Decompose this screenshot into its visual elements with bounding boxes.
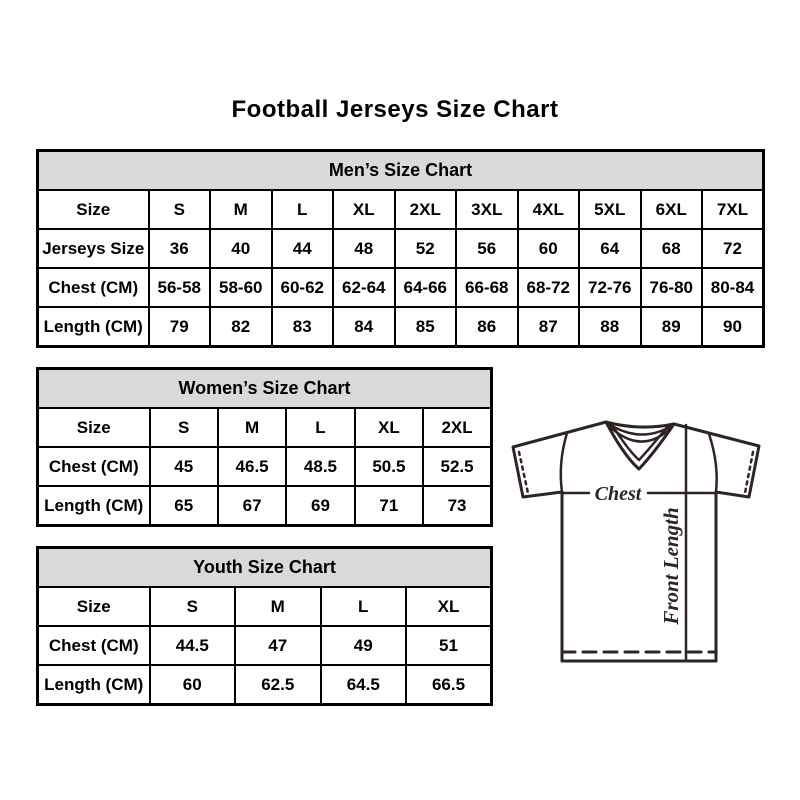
table-row (38, 268, 764, 307)
mens-title-row (38, 151, 764, 191)
womens-table-title: Women’s Size Chart (38, 369, 492, 409)
value-cell: 89 (641, 307, 703, 347)
value-cell: 84 (333, 307, 395, 347)
value-cell: 51 (406, 626, 492, 665)
value-cell: 56-58 (149, 268, 211, 307)
value-cell: 52.5 (423, 447, 491, 486)
value-cell: S (150, 408, 218, 447)
value-cell: 69 (286, 486, 354, 526)
value-cell: 72-76 (579, 268, 641, 307)
table-row (38, 486, 492, 526)
value-cell: L (272, 190, 334, 229)
value-cell: 66-68 (456, 268, 518, 307)
value-cell: 83 (272, 307, 334, 347)
table-row (38, 626, 492, 665)
value-cell: 44.5 (150, 626, 236, 665)
row-label-cell: Chest (CM) (38, 626, 150, 665)
womens-size-table (36, 367, 493, 527)
value-cell: 72 (702, 229, 764, 268)
value-cell: 46.5 (218, 447, 286, 486)
value-cell: 79 (149, 307, 211, 347)
row-label-cell: Size (38, 190, 149, 229)
chest-label: Chest (594, 483, 642, 505)
page-title: Football Jerseys Size Chart (231, 96, 559, 123)
value-cell: 85 (395, 307, 457, 347)
value-cell: L (321, 587, 407, 626)
table-row (38, 587, 492, 626)
value-cell: 48.5 (286, 447, 354, 486)
value-cell: 86 (456, 307, 518, 347)
value-cell: L (286, 408, 354, 447)
value-cell: 62.5 (235, 665, 321, 705)
row-label-cell: Size (38, 587, 150, 626)
value-cell: 82 (210, 307, 272, 347)
value-cell: 49 (321, 626, 407, 665)
value-cell: 58-60 (210, 268, 272, 307)
row-label-cell: Chest (CM) (38, 447, 150, 486)
value-cell: 2XL (395, 190, 457, 229)
row-label-cell: Length (CM) (38, 486, 150, 526)
value-cell: XL (333, 190, 395, 229)
value-cell: XL (406, 587, 492, 626)
value-cell: 88 (579, 307, 641, 347)
value-cell: 71 (355, 486, 423, 526)
value-cell: M (210, 190, 272, 229)
value-cell: 36 (149, 229, 211, 268)
table-row (38, 307, 764, 347)
value-cell: 3XL (456, 190, 518, 229)
value-cell: 64 (579, 229, 641, 268)
row-label-cell: Jerseys Size (38, 229, 149, 268)
value-cell: 66.5 (406, 665, 492, 705)
value-cell: 5XL (579, 190, 641, 229)
value-cell: 60 (518, 229, 580, 268)
value-cell: 40 (210, 229, 272, 268)
value-cell: 76-80 (641, 268, 703, 307)
value-cell: 65 (150, 486, 218, 526)
table-row (38, 229, 764, 268)
value-cell: 45 (150, 447, 218, 486)
table-row (38, 447, 492, 486)
front-length-label: Front Length (659, 507, 683, 625)
row-label-cell: Length (CM) (38, 665, 150, 705)
value-cell: S (150, 587, 236, 626)
value-cell: 56 (456, 229, 518, 268)
value-cell: 68-72 (518, 268, 580, 307)
youth-table-title: Youth Size Chart (38, 548, 492, 588)
value-cell: 52 (395, 229, 457, 268)
value-cell: 47 (235, 626, 321, 665)
value-cell: 6XL (641, 190, 703, 229)
value-cell: 64-66 (395, 268, 457, 307)
table-row (38, 665, 492, 705)
womens-title-row (38, 369, 492, 409)
value-cell: 44 (272, 229, 334, 268)
value-cell: 4XL (518, 190, 580, 229)
jersey-measurement-diagram (496, 390, 796, 690)
mens-table-title: Men’s Size Chart (38, 151, 764, 191)
value-cell: 7XL (702, 190, 764, 229)
table-row (38, 190, 764, 229)
value-cell: 87 (518, 307, 580, 347)
row-label-cell: Length (CM) (38, 307, 149, 347)
value-cell: 80-84 (702, 268, 764, 307)
value-cell: 62-64 (333, 268, 395, 307)
mens-size-table (36, 149, 765, 348)
value-cell: S (149, 190, 211, 229)
value-cell: 68 (641, 229, 703, 268)
value-cell: M (218, 408, 286, 447)
row-label-cell: Chest (CM) (38, 268, 149, 307)
youth-title-row (38, 548, 492, 588)
value-cell: 64.5 (321, 665, 407, 705)
table-row (38, 408, 492, 447)
value-cell: XL (355, 408, 423, 447)
youth-size-table (36, 546, 493, 706)
value-cell: 90 (702, 307, 764, 347)
value-cell: 50.5 (355, 447, 423, 486)
value-cell: 60-62 (272, 268, 334, 307)
value-cell: 73 (423, 486, 491, 526)
row-label-cell: Size (38, 408, 150, 447)
value-cell: M (235, 587, 321, 626)
value-cell: 67 (218, 486, 286, 526)
value-cell: 48 (333, 229, 395, 268)
value-cell: 60 (150, 665, 236, 705)
value-cell: 2XL (423, 408, 491, 447)
